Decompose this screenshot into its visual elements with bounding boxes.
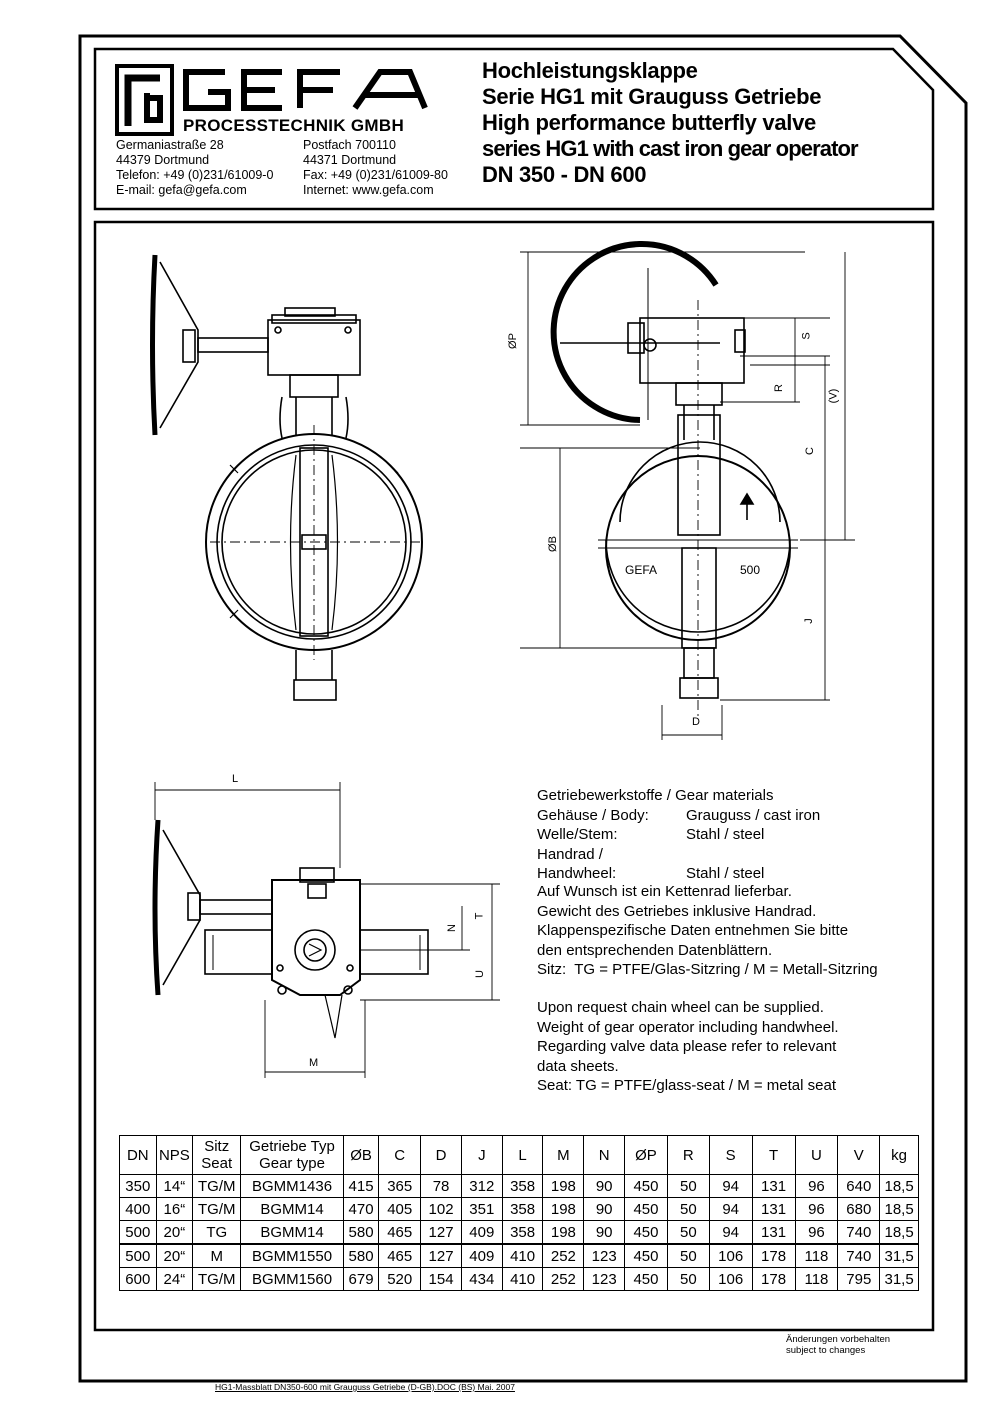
note-line: Upon request chain wheel can be supplied. (537, 999, 824, 1016)
document-title (482, 58, 922, 188)
header-text: M (557, 1146, 570, 1164)
table-header-cell (421, 1136, 462, 1175)
table-header-cell (752, 1136, 795, 1175)
header-subtext: Gear type (259, 1155, 325, 1172)
material-label: Welle/Stem: (537, 826, 618, 843)
table-cell: 365 (379, 1175, 421, 1198)
address-line: E-mail: gefa@gefa.com (116, 183, 247, 197)
table-header-cell (461, 1136, 502, 1175)
table-cell: 102 (421, 1198, 462, 1221)
header-text: U (811, 1146, 822, 1164)
table-cell: 94 (709, 1198, 752, 1221)
table-header-row (120, 1136, 919, 1175)
table-cell: 90 (584, 1221, 625, 1245)
note-line: den entsprechenden Datenblättern. (537, 941, 773, 959)
gear-detail-drawing (155, 820, 428, 1038)
table-cell: 450 (625, 1175, 668, 1198)
header-text: R (682, 1146, 694, 1164)
table-cell: 24“ (156, 1268, 193, 1291)
table-cell: 127 (421, 1221, 462, 1245)
table-cell: 106 (709, 1268, 752, 1291)
title-line-2: Serie HG1 mit Grauguss Getriebe (482, 84, 822, 109)
table-cell: 409 (461, 1244, 502, 1268)
side-view-dimensions (520, 252, 855, 740)
address-line: Germaniastraße 28 (116, 138, 224, 152)
materials-heading: Getriebewerkstoffe / Gear materials (537, 787, 774, 804)
table-cell: 351 (461, 1198, 502, 1221)
table-header-cell (379, 1136, 421, 1175)
title-line-1: Hochleistungsklappe (482, 58, 698, 83)
table-row (120, 1198, 919, 1221)
dim-label-r: R (772, 384, 785, 392)
front-view-drawing (153, 255, 423, 700)
table-header-cell (709, 1136, 752, 1175)
table-cell: 358 (502, 1198, 543, 1221)
address-line: Telefon: +49 (0)231/61009-0 (116, 168, 274, 182)
table-cell: 31,5 (880, 1268, 919, 1291)
table-cell: 410 (502, 1268, 543, 1291)
table-header-cell (502, 1136, 543, 1175)
material-label: Handrad / Handwheel: (537, 845, 617, 882)
table-cell: M (193, 1244, 241, 1268)
table-cell: 740 (838, 1244, 880, 1268)
notes-english (537, 998, 932, 1096)
table-cell: TG (193, 1221, 241, 1245)
table-cell: 252 (543, 1268, 584, 1291)
dim-label-m: M (309, 1057, 319, 1069)
material-label: Gehäuse / Body: (537, 806, 649, 824)
changes-de: Änderungen vorbehalten (786, 1334, 891, 1345)
table-cell: 580 (343, 1244, 379, 1268)
table-cell: 520 (379, 1268, 421, 1291)
table-cell: 450 (625, 1268, 668, 1291)
header-text: ØB (350, 1146, 372, 1164)
header-text: Getriebe Typ (249, 1138, 335, 1155)
table-cell: 198 (543, 1198, 584, 1221)
table-header-cell (795, 1136, 838, 1175)
table-cell: 123 (584, 1244, 625, 1268)
header-text: NPS (158, 1146, 190, 1164)
table-cell: 450 (625, 1198, 668, 1221)
table-cell: BGMM14 (241, 1198, 343, 1221)
title-line-4: series HG1 with cast iron gear operator (482, 136, 858, 161)
table-header-cell (120, 1136, 157, 1175)
disc-label-size: 500 (740, 563, 761, 577)
table-cell: BGMM1550 (241, 1244, 343, 1268)
note-line: Weight of gear operator including handwheel. (537, 1018, 839, 1036)
disc-label-gefa: GEFA (625, 563, 658, 577)
dim-label-l: L (232, 773, 239, 785)
table-cell: 358 (502, 1221, 543, 1245)
changes-en: subject to changes (786, 1345, 866, 1356)
table-cell: 680 (838, 1198, 880, 1221)
dim-label-b: ØB (546, 536, 559, 552)
table-cell: 350 (120, 1175, 157, 1198)
notes-german (537, 882, 932, 980)
table-cell: 131 (752, 1175, 795, 1198)
table-cell: 94 (709, 1175, 752, 1198)
side-view-drawing (554, 244, 798, 720)
table-cell: 500 (120, 1244, 157, 1268)
note-line: Auf Wunsch ist ein Kettenrad lieferbar. (537, 883, 792, 900)
note-line: Gewicht des Getriebes inklusive Handrad. (537, 902, 817, 920)
dim-label-d: D (692, 716, 700, 728)
table-cell: 118 (795, 1244, 838, 1268)
table-cell: 312 (461, 1175, 502, 1198)
table-header-cell (543, 1136, 584, 1175)
table-cell: 96 (795, 1221, 838, 1245)
dim-label-c: C (803, 447, 816, 455)
header-text: L (518, 1146, 527, 1164)
table-cell: 795 (838, 1268, 880, 1291)
table-cell: TG/M (193, 1175, 241, 1198)
postal-line: 44371 Dortmund (303, 153, 397, 167)
table-header-cell (584, 1136, 625, 1175)
note-line: data sheets. (537, 1057, 619, 1075)
note-line: Regarding valve data please refer to relevant (537, 1038, 837, 1055)
header-text: N (598, 1146, 610, 1164)
table-cell: 450 (625, 1221, 668, 1245)
table-header-cell (343, 1136, 379, 1175)
table-cell: 679 (343, 1268, 379, 1291)
table-cell: 106 (709, 1244, 752, 1268)
material-value: Stahl / steel (686, 826, 765, 843)
table-cell: 470 (343, 1198, 379, 1221)
material-value: Grauguss / cast iron (686, 806, 821, 824)
table-cell: 18,5 (880, 1175, 919, 1198)
header-text: J (478, 1146, 486, 1164)
table-cell: 50 (667, 1268, 709, 1291)
dim-label-u: U (473, 970, 486, 978)
dim-label-p: ØP (506, 333, 519, 349)
table-cell: 405 (379, 1198, 421, 1221)
table-cell: 14“ (156, 1175, 193, 1198)
table-row (120, 1244, 919, 1268)
dim-label-n: N (445, 924, 458, 932)
header-text: Sitz (204, 1138, 230, 1155)
table-cell: 90 (584, 1175, 625, 1198)
header-text: DN (126, 1146, 149, 1164)
table-cell: 640 (838, 1175, 880, 1198)
table-cell: 252 (543, 1244, 584, 1268)
table-body (120, 1175, 919, 1291)
table-cell: 50 (667, 1244, 709, 1268)
table-cell: 410 (502, 1244, 543, 1268)
table-cell: 400 (120, 1198, 157, 1221)
title-line-5: DN 350 - DN 600 (482, 162, 647, 187)
table-cell: 94 (709, 1221, 752, 1245)
table-cell: 127 (421, 1244, 462, 1268)
table-header-cell (667, 1136, 709, 1175)
material-row (537, 845, 927, 884)
header-text: T (768, 1146, 779, 1164)
title-line-3: High performance butterfly valve (482, 110, 816, 135)
table-cell: BGMM1560 (241, 1268, 343, 1291)
table-cell: 358 (502, 1175, 543, 1198)
table-cell: BGMM1436 (241, 1175, 343, 1198)
dim-label-t: T (473, 912, 486, 920)
table-cell: 131 (752, 1198, 795, 1221)
company-postal (303, 138, 448, 198)
document-reference: HG1-Massblatt DN350-600 mit Grauguss Getriebe (D-GB).DOC (BS) Mai. 2007 (215, 1382, 515, 1392)
table-cell: 131 (752, 1221, 795, 1245)
table-row (120, 1175, 919, 1198)
table-cell: 198 (543, 1175, 584, 1198)
changes-note (786, 1334, 890, 1356)
table-cell: TG/M (193, 1198, 241, 1221)
postal-line: Fax: +49 (0)231/61009-80 (303, 168, 448, 182)
table-cell: 20“ (156, 1221, 193, 1245)
table-cell: 20“ (156, 1244, 193, 1268)
table-header-cell (838, 1136, 880, 1175)
table-header-cell (241, 1136, 343, 1175)
dim-label-v: (V) (827, 388, 840, 404)
material-row (537, 806, 927, 826)
table-header-cell (193, 1136, 241, 1175)
table-cell: 740 (838, 1221, 880, 1245)
postal-line: Internet: www.gefa.com (303, 183, 434, 197)
table-cell: 78 (421, 1175, 462, 1198)
table-cell: 600 (120, 1268, 157, 1291)
header-text: D (435, 1146, 447, 1164)
table-row (120, 1221, 919, 1245)
dimension-table (119, 1135, 919, 1291)
table-cell: 50 (667, 1175, 709, 1198)
table-cell: 118 (795, 1268, 838, 1291)
table-header-cell (156, 1136, 193, 1175)
company-address (116, 138, 273, 198)
table-cell: 50 (667, 1221, 709, 1245)
table-cell: 18,5 (880, 1221, 919, 1245)
table-header-cell (625, 1136, 668, 1175)
table-cell: 580 (343, 1221, 379, 1245)
table-cell: 198 (543, 1221, 584, 1245)
table-cell: 123 (584, 1268, 625, 1291)
material-value: Stahl / steel (686, 865, 765, 882)
table-cell: 96 (795, 1198, 838, 1221)
table-cell: 31,5 (880, 1244, 919, 1268)
postal-line: Postfach 700110 (303, 138, 396, 152)
table-cell: 16“ (156, 1198, 193, 1221)
table-cell: TG/M (193, 1268, 241, 1291)
note-line: Sitz: TG = PTFE/Glas-Sitzring / M = Metall-Sitzring (537, 961, 878, 978)
header-text: kg (891, 1146, 908, 1164)
table-cell: 50 (667, 1198, 709, 1221)
header-text: V (853, 1146, 864, 1164)
company-name: PROCESSTECHNIK GMBH (183, 116, 405, 135)
table-cell: 154 (421, 1268, 462, 1291)
address-line: 44379 Dortmund (116, 153, 210, 167)
table-cell: 415 (343, 1175, 379, 1198)
table-cell: BGMM14 (241, 1221, 343, 1245)
dim-label-s: S (800, 332, 813, 340)
table-cell: 409 (461, 1221, 502, 1245)
table-cell: 434 (461, 1268, 502, 1291)
material-row (537, 825, 927, 845)
table-header-cell (880, 1136, 919, 1175)
dim-label-j: J (802, 618, 815, 624)
table-row (120, 1268, 919, 1291)
table-cell: 96 (795, 1175, 838, 1198)
header-text: C (394, 1146, 406, 1164)
table-cell: 500 (120, 1221, 157, 1245)
table-cell: 90 (584, 1198, 625, 1221)
note-line: Klappenspezifische Daten entnehmen Sie bitte (537, 922, 849, 939)
note-line: Seat: TG = PTFE/glass-seat / M = metal seat (537, 1077, 837, 1094)
header-subtext: Seat (201, 1155, 233, 1172)
table-cell: 465 (379, 1244, 421, 1268)
header-text: S (725, 1146, 736, 1164)
table-cell: 178 (752, 1244, 795, 1268)
table-cell: 18,5 (880, 1198, 919, 1221)
table-cell: 178 (752, 1268, 795, 1291)
header-text: ØP (635, 1146, 657, 1164)
materials-section (537, 786, 927, 884)
table-cell: 465 (379, 1221, 421, 1245)
table-cell: 450 (625, 1244, 668, 1268)
